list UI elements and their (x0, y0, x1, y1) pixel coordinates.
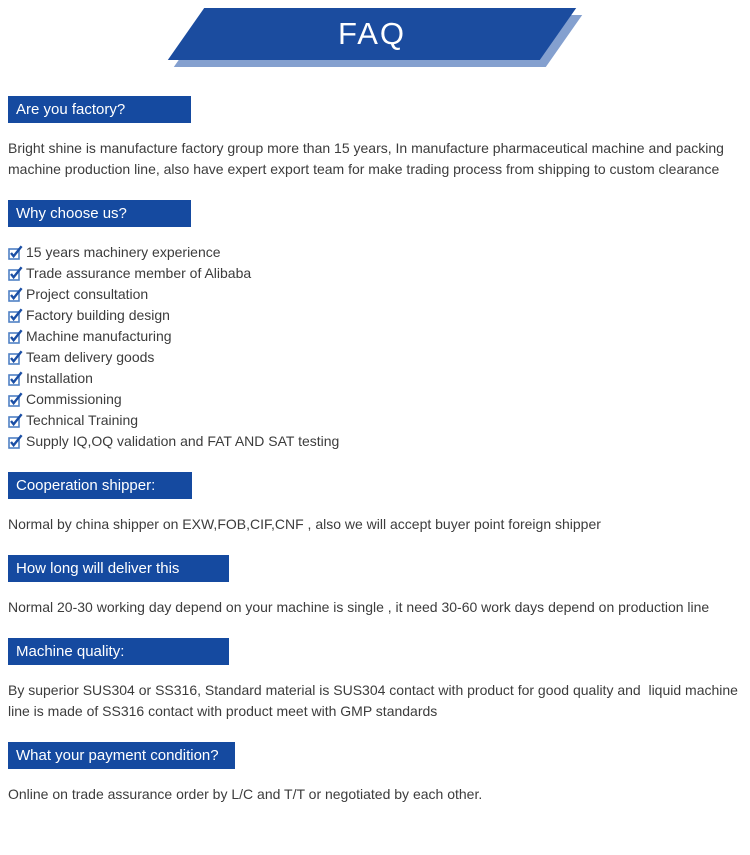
faq-section (8, 638, 745, 722)
section-heading: Why choose us? (8, 200, 191, 227)
checked-checkbox-icon (8, 287, 23, 302)
faq-section (8, 200, 745, 452)
checked-checkbox-icon (8, 266, 23, 281)
checklist-item-label: Installation (26, 370, 93, 386)
checklist-item (8, 410, 745, 431)
checked-checkbox-icon (8, 392, 23, 407)
checklist-item-label: Machine manufacturing (26, 328, 172, 344)
checked-checkbox-icon (8, 350, 23, 365)
checklist-item (8, 263, 745, 284)
checked-checkbox-icon (8, 413, 23, 428)
faq-section (8, 555, 745, 618)
section-paragraph: Normal 20-30 working day depend on your machine is single , it need 30-60 work days depend on production line (8, 599, 710, 615)
checklist-item-label: Supply IQ,OQ validation and FAT AND SAT testing (26, 433, 340, 449)
checked-checkbox-icon (8, 371, 23, 386)
checklist-item-label: Technical Training (26, 412, 139, 428)
section-heading: What your payment condition? (8, 742, 235, 769)
checked-checkbox-icon (8, 245, 23, 260)
checklist-item (8, 242, 745, 263)
checklist-item-label: Trade assurance member of Alibaba (26, 265, 252, 281)
checked-checkbox-icon (8, 308, 23, 323)
faq-sections (0, 96, 750, 855)
section-paragraph: Online on trade assurance order by L/C and T/T or negotiated by each other. (8, 786, 483, 802)
checklist (8, 242, 745, 452)
checked-checkbox-icon (8, 329, 23, 344)
page-title: FAQ (337, 16, 406, 51)
faq-section (8, 96, 745, 180)
checklist-item-label: Project consultation (26, 286, 149, 302)
checklist-item (8, 389, 745, 410)
section-heading: Cooperation shipper: (8, 472, 192, 499)
checked-checkbox-icon (8, 434, 23, 449)
checklist-item (8, 326, 745, 347)
faq-section (8, 472, 745, 535)
section-heading: Machine quality: (8, 638, 229, 665)
checklist-item (8, 368, 745, 389)
checklist-item-label: 15 years machinery experience (26, 244, 221, 260)
checklist-item (8, 305, 745, 326)
checklist-item (8, 284, 745, 305)
faq-section (8, 742, 745, 805)
checklist-item-label: Team delivery goods (26, 349, 155, 365)
section-heading: Are you factory? (8, 96, 191, 123)
checklist-item-label: Factory building design (26, 307, 170, 323)
section-paragraph: Normal by china shipper on EXW,FOB,CIF,CNF , also we will accept buyer point foreign shipper (8, 516, 601, 532)
section-paragraph: Bright shine is manufacture factory group more than 15 years, In manufacture pharmaceutical machine and packing machine production line, also have expert export team for make trading process from shipping to custom clearance (8, 140, 728, 177)
checklist-item (8, 431, 745, 452)
checklist-item-label: Commissioning (26, 391, 122, 407)
section-heading: How long will deliver this goods? (8, 555, 229, 582)
section-paragraph: By superior SUS304 or SS316, Standard material is SUS304 contact with product for good quality and liquid machine line is made of SS316 contact with product meet with GMP standards (8, 682, 742, 719)
faq-banner (0, 0, 750, 70)
checklist-item (8, 347, 745, 368)
